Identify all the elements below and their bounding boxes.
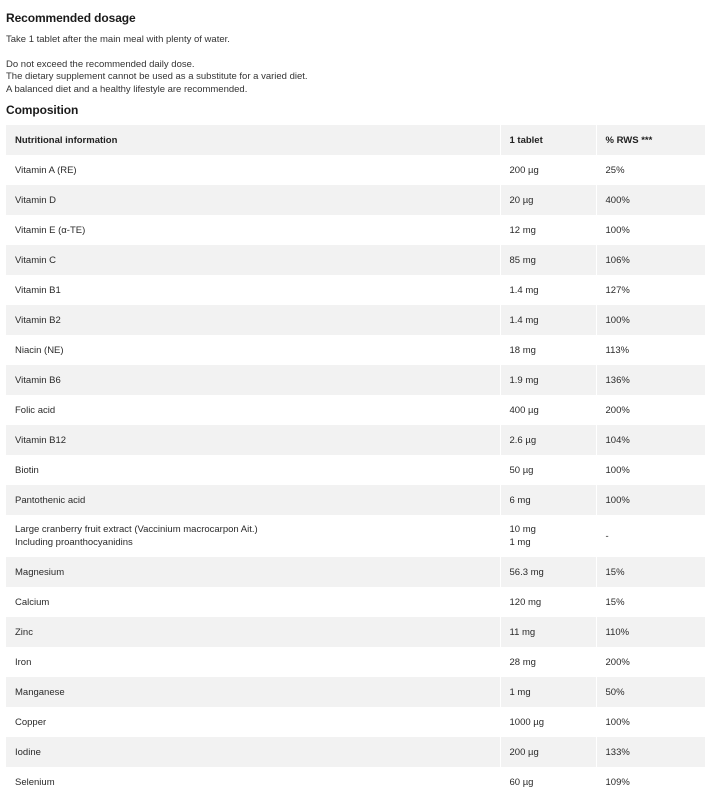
nutrient-amount (500, 515, 596, 557)
table-row (6, 425, 705, 455)
nutrient-rws: 200% (596, 647, 705, 677)
nutrient-rws: 100% (596, 305, 705, 335)
nutrient-rws: 100% (596, 707, 705, 737)
nutrient-name: Biotin (6, 455, 500, 485)
nutrient-name: Zinc (6, 617, 500, 647)
table-row (6, 485, 705, 515)
nutrient-amount: 400 µg (500, 395, 596, 425)
table-row (6, 515, 705, 557)
nutrient-rws: 15% (596, 587, 705, 617)
table-row (6, 587, 705, 617)
nutrient-rws: - (596, 515, 705, 557)
header-per-tablet: 1 tablet (500, 125, 596, 155)
nutrient-rws: 400% (596, 185, 705, 215)
proanthocyanidins-amount: 1 mg (509, 537, 531, 548)
nutrient-name: Magnesium (6, 557, 500, 587)
nutrient-amount: 56.3 mg (500, 557, 596, 587)
nutrient-name: Selenium (6, 767, 500, 797)
header-rws: % RWS *** (596, 125, 705, 155)
table-row (6, 215, 705, 245)
table-row (6, 767, 705, 797)
nutrient-rws: 104% (596, 425, 705, 455)
header-nutritional-information: Nutritional information (6, 125, 500, 155)
dosage-warning-3: A balanced diet and a healthy lifestyle are recommended. (6, 83, 248, 95)
cranberry-extract-name: Large cranberry fruit extract (Vaccinium macrocarpon Ait.) (15, 524, 258, 535)
table-row (6, 275, 705, 305)
nutrient-name: Vitamin B12 (6, 425, 500, 455)
table-row (6, 335, 705, 365)
table-row (6, 707, 705, 737)
nutrient-name: Niacin (NE) (6, 335, 500, 365)
table-row (6, 617, 705, 647)
nutrient-name: Pantothenic acid (6, 485, 500, 515)
table-row (6, 305, 705, 335)
dosage-instruction: Take 1 tablet after the main meal with plenty of water. (6, 34, 230, 45)
dosage-heading: Recommended dosage (6, 11, 136, 25)
nutrient-amount: 50 µg (500, 455, 596, 485)
nutrient-name: Vitamin C (6, 245, 500, 275)
nutrient-amount: 60 µg (500, 767, 596, 797)
nutrient-rws: 133% (596, 737, 705, 767)
nutrient-rws: 100% (596, 215, 705, 245)
nutrient-name: Vitamin E (α-TE) (6, 215, 500, 245)
nutrient-amount: 28 mg (500, 647, 596, 677)
nutrient-amount: 1.4 mg (500, 305, 596, 335)
table-row (6, 737, 705, 767)
proanthocyanidins-name: Including proanthocyanidins (15, 537, 133, 548)
table-row (6, 365, 705, 395)
nutrient-rws: 100% (596, 485, 705, 515)
table-row (6, 677, 705, 707)
nutrient-amount: 11 mg (500, 617, 596, 647)
nutrient-amount: 12 mg (500, 215, 596, 245)
nutrient-amount: 1.4 mg (500, 275, 596, 305)
nutrient-name: Iron (6, 647, 500, 677)
nutrient-amount: 120 mg (500, 587, 596, 617)
nutrient-rws: 109% (596, 767, 705, 797)
nutrient-amount: 6 mg (500, 485, 596, 515)
nutrient-name: Vitamin B2 (6, 305, 500, 335)
nutrient-rws: 106% (596, 245, 705, 275)
nutrient-amount: 1.9 mg (500, 365, 596, 395)
nutrient-name: Calcium (6, 587, 500, 617)
nutrient-amount: 18 mg (500, 335, 596, 365)
nutrient-name: Vitamin A (RE) (6, 155, 500, 185)
table-row (6, 455, 705, 485)
nutrient-amount: 2.6 µg (500, 425, 596, 455)
nutrient-rws: 100% (596, 455, 705, 485)
nutrient-name: Manganese (6, 677, 500, 707)
nutrient-amount: 85 mg (500, 245, 596, 275)
nutrient-amount: 20 µg (500, 185, 596, 215)
nutrient-amount: 200 µg (500, 737, 596, 767)
nutrient-rws: 113% (596, 335, 705, 365)
nutrient-rws: 15% (596, 557, 705, 587)
nutrient-rws: 25% (596, 155, 705, 185)
cranberry-extract-amount: 10 mg (509, 524, 536, 535)
nutrient-name: Vitamin B1 (6, 275, 500, 305)
nutrient-name: Iodine (6, 737, 500, 767)
nutrient-name: Folic acid (6, 395, 500, 425)
table-row (6, 647, 705, 677)
nutrient-name (6, 515, 500, 557)
nutrient-amount: 1000 µg (500, 707, 596, 737)
nutrient-rws: 136% (596, 365, 705, 395)
composition-heading: Composition (6, 103, 79, 117)
nutrient-amount: 1 mg (500, 677, 596, 707)
table-row (6, 185, 705, 215)
table-row (6, 155, 705, 185)
table-row (6, 245, 705, 275)
nutrient-rws: 200% (596, 395, 705, 425)
dosage-warning-2: The dietary supplement cannot be used as a substitute for a varied diet. (6, 71, 308, 82)
table-header-row (6, 125, 705, 155)
table-row (6, 395, 705, 425)
nutrient-rws: 110% (596, 617, 705, 647)
nutrient-amount: 200 µg (500, 155, 596, 185)
table-row (6, 557, 705, 587)
dosage-warning-1: Do not exceed the recommended daily dose. (6, 58, 195, 70)
nutrient-rws: 50% (596, 677, 705, 707)
nutrient-name: Copper (6, 707, 500, 737)
nutrient-rws: 127% (596, 275, 705, 305)
nutrient-name: Vitamin B6 (6, 365, 500, 395)
composition-table (6, 125, 705, 797)
nutrient-name: Vitamin D (6, 185, 500, 215)
